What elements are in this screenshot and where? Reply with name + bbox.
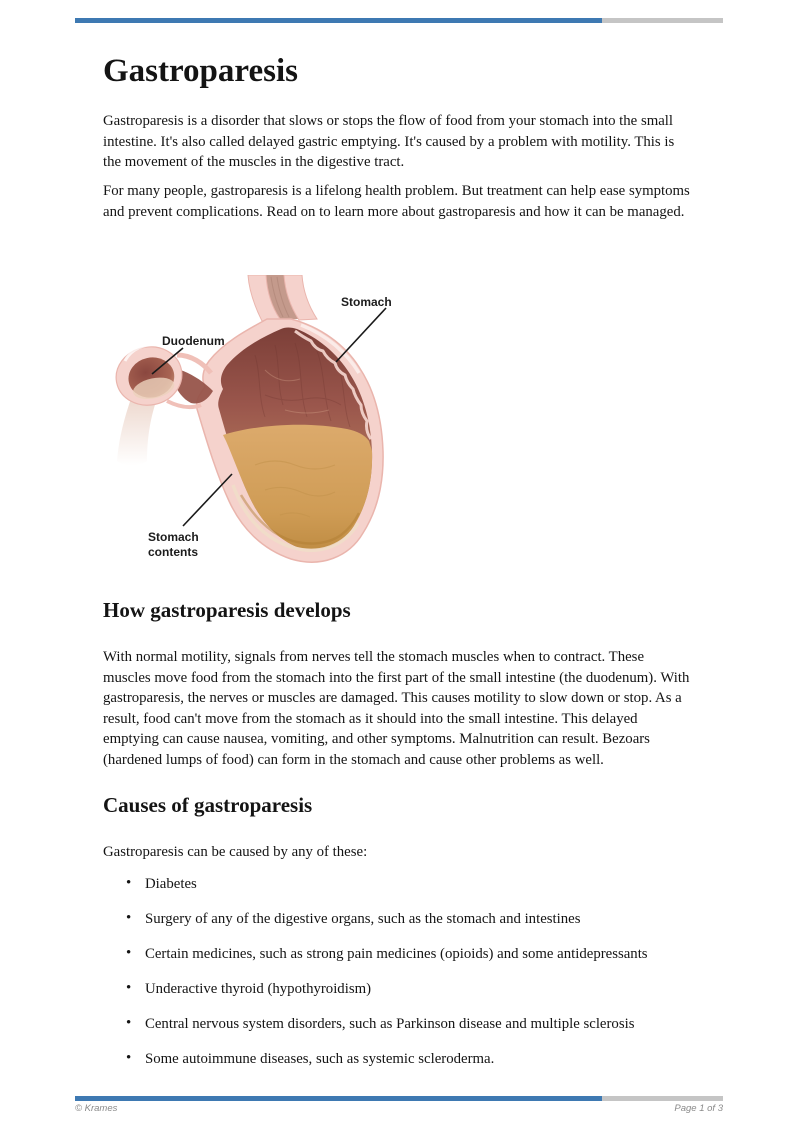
section-heading-develops: How gastroparesis develops [103, 598, 351, 622]
bullet-icon: • [126, 910, 132, 926]
list-item [103, 979, 723, 1000]
stomach-illustration [95, 275, 435, 575]
header-accent-bar [75, 18, 723, 23]
duodenum-label: Duodenum [162, 334, 225, 348]
list-item-text: Certain medicines, such as strong pain medicines (opioids) and some antidepressants [145, 946, 648, 962]
page-number: Page 1 of 3 [674, 1103, 723, 1114]
stomach-label: Stomach [341, 295, 392, 309]
intro-paragraph-1: Gastroparesis is a disorder that slows or stops the flow of food from your stomach into the small intestine. It's also called delayed gastric emptying. It's caused by a problem with motility. This is the movement of the muscles in the digestive tract. [103, 113, 675, 170]
page-title: Gastroparesis [103, 53, 298, 89]
list-item [103, 909, 723, 930]
bullet-icon: • [126, 980, 132, 996]
contents-pointer-line [183, 474, 232, 526]
footer-accent-bar [75, 1096, 723, 1101]
list-item-text: Some autoimmune diseases, such as systemic scleroderma. [145, 1051, 495, 1067]
list-item-text: Underactive thyroid (hypothyroidism) [145, 981, 372, 997]
intro-paragraph-2: For many people, gastroparesis is a lifelong health problem. But treatment can help ease symptoms and prevent complications. Read on to learn more about gastroparesis and how it can be managed. [103, 183, 690, 220]
bullet-icon: • [126, 1015, 132, 1031]
develops-paragraph: With normal motility, signals from nerves tell the stomach muscles when to contract. These muscles move food from the stomach into the first part of the small intestine (the duodenum). With gastroparesis, the nerves or muscles are damaged. This causes motility to slow down or stop. As a result, food can't move from the stomach as it should into the small intestine. This delayed emptying can cause nausea, vomiting, and other symptoms. Malnutrition can result. Bezoars (hardened lumps of food) can form in the stomach and cause other problems as well. [103, 649, 690, 768]
bullet-icon: • [126, 945, 132, 961]
bullet-icon: • [126, 875, 132, 891]
list-item [103, 1014, 723, 1035]
duodenum-bulb [111, 341, 188, 411]
stomach-pointer-line [336, 308, 386, 362]
causes-list [103, 874, 723, 1084]
list-item [103, 1049, 723, 1070]
causes-intro-paragraph: Gastroparesis can be caused by any of these: [103, 844, 368, 860]
list-item [103, 874, 723, 895]
list-item-text: Surgery of any of the digestive organs, such as the stomach and intestines [145, 911, 581, 927]
section-heading-causes: Causes of gastroparesis [103, 793, 313, 817]
list-item-text: Diabetes [145, 876, 197, 892]
page-footer [75, 1103, 723, 1114]
bullet-icon: • [126, 1050, 132, 1066]
footer-accent-bar-fill [75, 1096, 602, 1101]
stomach-contents-label-line1: Stomach [148, 530, 199, 544]
list-item-text: Central nervous system disorders, such as Parkinson disease and multiple sclerosis [145, 1016, 635, 1032]
header-accent-bar-fill [75, 18, 602, 23]
stomach-contents-label-line2: contents [148, 545, 199, 559]
copyright: © Krames [75, 1103, 118, 1114]
stomach-contents-shape [223, 425, 372, 549]
list-item [103, 944, 723, 965]
